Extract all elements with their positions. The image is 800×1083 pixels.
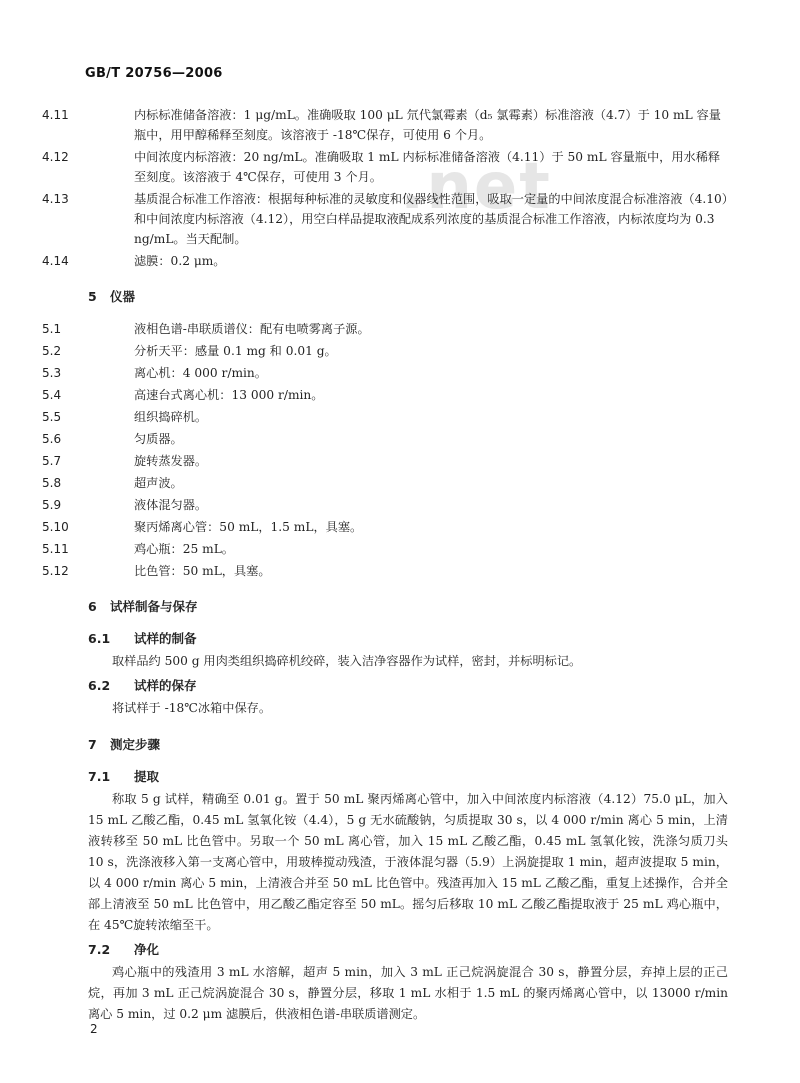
- item-text: 比色管：50 mL，具塞。: [134, 564, 271, 578]
- section-number: 5: [88, 289, 97, 304]
- subsection-title: 试样的保存: [134, 678, 197, 693]
- item-text: 鸡心瓶：25 mL。: [134, 542, 234, 556]
- subsection-7-2-heading: [88, 940, 728, 958]
- instrument-list: [42, 319, 728, 581]
- list-item: [42, 473, 728, 493]
- list-item: [42, 539, 728, 559]
- item-text: 中间浓度内标溶液：20 ng/mL。准确吸取 1 mL 内标标准储备溶液（4.11）于 50 mL 容量瓶中，用水稀释至刻度。该溶液于 4℃保存，可使用 3 个月。: [134, 150, 721, 184]
- section-7-heading: [88, 735, 728, 753]
- item-text: 超声波。: [134, 476, 183, 490]
- item-number: 5.12: [42, 564, 69, 578]
- list-item: [42, 561, 728, 581]
- section-title: 试样制备与保存: [110, 599, 198, 614]
- list-item: [42, 341, 728, 361]
- section-6-heading: [88, 597, 728, 615]
- subsection-6-1-heading: [88, 629, 728, 647]
- list-item: [42, 451, 728, 471]
- standard-code-header: GB/T 20756—2006: [85, 66, 223, 81]
- subsection-number: 6.2: [88, 678, 111, 693]
- subsection-number: 7.2: [88, 942, 111, 957]
- list-item-body: [42, 517, 728, 537]
- list-item: [42, 251, 728, 271]
- list-item-body: [42, 539, 728, 559]
- list-item-body: [42, 561, 728, 581]
- subsection-number: 7.1: [88, 769, 111, 784]
- subsection-6-2-heading: [88, 676, 728, 694]
- list-item: [42, 429, 728, 449]
- item-number: 5.5: [42, 410, 62, 424]
- item-text: 匀质器。: [134, 432, 183, 446]
- item-text: 分析天平：感量 0.1 mg 和 0.01 g。: [134, 344, 337, 358]
- list-item-body: [42, 251, 728, 271]
- item-text: 旋转蒸发器。: [134, 454, 208, 468]
- item-number: 5.6: [42, 432, 62, 446]
- item-number: 5.3: [42, 366, 62, 380]
- list-item: [42, 385, 728, 405]
- list-item-body: [42, 451, 728, 471]
- item-number: 5.9: [42, 498, 62, 512]
- section-title: 仪器: [110, 289, 136, 304]
- item-text: 高速台式离心机：13 000 r/min。: [134, 388, 324, 402]
- item-number: 5.2: [42, 344, 62, 358]
- list-item-body: [42, 429, 728, 449]
- list-item-body: [42, 407, 728, 427]
- list-item: [42, 147, 728, 187]
- item-text: 组织捣碎机。: [134, 410, 208, 424]
- list-item: [42, 517, 728, 537]
- item-number: 5.7: [42, 454, 62, 468]
- section-number: 7: [88, 737, 97, 752]
- list-item-body: [42, 473, 728, 493]
- item-text: 液相色谱-串联质谱仪：配有电喷雾离子源。: [134, 322, 370, 336]
- list-item-body: [42, 147, 728, 187]
- section-title: 测定步骤: [110, 737, 161, 752]
- paragraph-7-1: 称取 5 g 试样，精确至 0.01 g。置于 50 mL 聚丙烯离心管中，加入中间浓度内标溶液（4.12）75.0 μL，加入 15 mL 乙酸乙酯，0.45 mL 氢氧化铵（4.4），5 g 无水硫酸钠，匀质提取 30 s，以 4 000 r/min 离心 5 min，上清液转移至 50 mL 比色管中。另取一个 50 mL 离心管，加入 15 mL 乙酸乙酯，0.45 mL 氢氧化铵，洗涤匀质刀头 10 s，洗涤液移入第一支离心管中，用玻棒搅动残渣，于液体混匀器（5.9）上涡旋提取 1 min，超声波提取 5 min，以 4 000 r/min 离心 5 min，上清液合并至 50 mL 比色管中。残渣再加入 15 mL 乙酸乙酯，重复上述操作，合并全部上清液至 50 mL 比色管中，用乙酸乙酯定容至 50 mL。摇匀后移取 10 mL 乙酸乙酯提取液于 25 mL 鸡心瓶中，在 45℃旋转浓缩至干。: [88, 792, 728, 932]
- list-item: [42, 363, 728, 383]
- list-item: [42, 495, 728, 515]
- list-item-body: [42, 385, 728, 405]
- subsection-7-1-heading: [88, 767, 728, 785]
- item-number: 4.14: [42, 254, 69, 268]
- list-item-body: [42, 319, 728, 339]
- item-number: 5.8: [42, 476, 62, 490]
- list-item: [42, 189, 728, 249]
- paragraph-6-1: 取样品约 500 g 用肉类组织捣碎机绞碎，装入洁净容器作为试样，密封，并标明标记。: [112, 654, 582, 668]
- watermark: .net: [400, 150, 552, 224]
- item-number: 5.11: [42, 542, 69, 556]
- item-text: 离心机：4 000 r/min。: [134, 366, 267, 380]
- list-item: [42, 407, 728, 427]
- item-text: 滤膜：0.2 μm。: [134, 254, 226, 268]
- list-item-body: [42, 189, 728, 249]
- item-text: 内标标准储备溶液：1 μg/mL。准确吸取 100 μL 氘代氯霉素（d₅ 氯霉素）标准溶液（4.7）于 10 mL 容量瓶中，用甲醇稀释至刻度。该溶液于 -18℃保存，可使用 6 个月。: [134, 108, 721, 142]
- page-content: [42, 105, 728, 1029]
- item-number: 5.4: [42, 388, 62, 402]
- list-item: [42, 319, 728, 339]
- list-item-body: [42, 341, 728, 361]
- item-text: 液体混匀器。: [134, 498, 208, 512]
- subsection-number: 6.1: [88, 631, 111, 646]
- item-text: 基质混合标准工作溶液：根据每种标准的灵敏度和仪器线性范围，吸取一定量的中间浓度混合标准溶液（4.10）和中间浓度内标溶液（4.12），用空白样品提取液配成系列浓度的基质混合标准工作溶液，内标浓度均为 0.3 ng/mL。当天配制。: [134, 192, 728, 246]
- reagent-list: [42, 105, 728, 271]
- subsection-title: 提取: [134, 769, 160, 784]
- paragraph-6-2: 将试样于 -18℃冰箱中保存。: [112, 701, 272, 715]
- section-5-heading: [88, 287, 728, 305]
- list-item-body: [42, 495, 728, 515]
- item-number: 5.1: [42, 322, 62, 336]
- subsection-title: 净化: [134, 942, 160, 957]
- item-number: 4.12: [42, 150, 69, 164]
- item-number: 4.11: [42, 108, 69, 122]
- page-number: 2: [90, 1022, 98, 1036]
- item-text: 聚丙烯离心管：50 mL，1.5 mL，具塞。: [134, 520, 363, 534]
- paragraph-7-2: 鸡心瓶中的残渣用 3 mL 水溶解，超声 5 min，加入 3 mL 正己烷涡旋混合 30 s，静置分层，弃掉上层的正己烷，再加 3 mL 正己烷涡旋混合 30 s，静置分层，移取 1 mL 水相于 1.5 mL 的聚丙烯离心管中，以 13000 r/min 离心 5 min，过 0.2 μm 滤膜后，供液相色谱-串联质谱测定。: [88, 965, 728, 1021]
- item-number: 4.13: [42, 192, 69, 206]
- list-item-body: [42, 363, 728, 383]
- list-item-body: [42, 105, 728, 145]
- item-number: 5.10: [42, 520, 69, 534]
- list-item: [42, 105, 728, 145]
- subsection-title: 试样的制备: [134, 631, 197, 646]
- section-number: 6: [88, 599, 97, 614]
